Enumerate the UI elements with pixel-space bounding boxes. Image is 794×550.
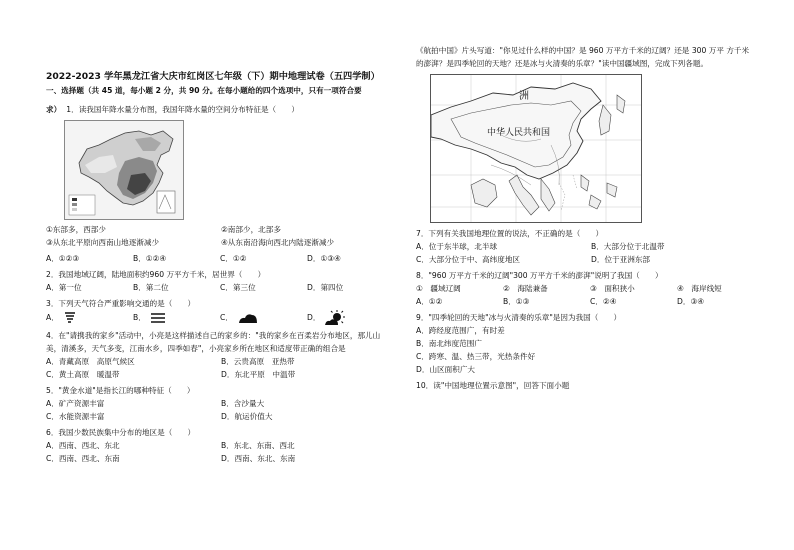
q7-option-c[interactable]: C．大部分位于中、高纬度地区 (416, 255, 521, 264)
q7-stem: 7．下列有关我国地理位置的说法，不正确的是（ ） (416, 229, 604, 238)
q9-option-a[interactable]: A．跨经度范围广，有时差 (416, 326, 505, 335)
q4-stem-line1: 4．在"请携我的家乡"活动中，小亮是这样描述自己的家乡的："我的家乡在百柔岩分布地区，那儿山 (46, 331, 381, 340)
china-territory-map (430, 74, 642, 223)
overcast-icon (237, 312, 259, 324)
q8-option-c[interactable]: C．②④ (590, 297, 617, 306)
q8-statements (416, 282, 766, 295)
q8-statement: ② 海陆兼备 (503, 284, 548, 293)
q1-option-c[interactable]: C．①② (220, 254, 247, 263)
q1-statement: ③从东北平原向西南山地逐渐减少 (46, 238, 160, 247)
china-territory-map-graphic (431, 75, 641, 222)
q2-option-a[interactable]: A．第一位 (46, 283, 82, 292)
q6-option-d[interactable]: D．西南、东北、东南 (221, 454, 296, 463)
q5-options-row1 (46, 397, 396, 410)
q3-option-b-label: B． (133, 313, 146, 322)
q4-option-b[interactable]: B．云贵高原 亚热带 (221, 357, 295, 366)
q8-statement: ③ 面积狭小 (590, 284, 635, 293)
q1-statement: ④从东南沿海向西北内陆逐渐减少 (221, 238, 335, 247)
q3-option-a[interactable] (46, 310, 133, 326)
q5-option-c[interactable]: C．水能资源丰富 (46, 412, 105, 421)
q1-statement: ②南部少，北部多 (221, 225, 281, 234)
precipitation-map-graphic (65, 121, 183, 219)
q1-option-d[interactable]: D．①③④ (307, 254, 341, 263)
q6-option-c[interactable]: C．西南、西北、东南 (46, 454, 120, 463)
q5-option-d[interactable]: D．航运价值大 (221, 412, 273, 421)
q8-stem: 8．"960 万平方千米的辽阔"300 万平方千米的澎湃"说明了我国（ ） (416, 271, 663, 280)
q3-option-a-label: A． (46, 313, 59, 322)
right-column (416, 44, 766, 392)
sun-cloud-icon (324, 310, 346, 326)
q1-statements-row1 (46, 223, 396, 236)
exam-title: 2022-2023 学年黑龙江省大庆市红岗区七年级（下）期中地理试卷（五四学制） (46, 71, 380, 82)
q4-option-c[interactable]: C．黄土高原 暖温带 (46, 370, 120, 379)
q2-options (46, 281, 396, 294)
q3-option-c-label: C． (220, 313, 233, 322)
q8-statement: ① 疆域辽阔 (416, 284, 461, 293)
q8-option-d[interactable]: D．③④ (677, 297, 705, 306)
q3-option-d-label: D． (307, 313, 321, 322)
section-heading: 一、选择题（共 45 道，每小题 2 分，共 90 分。在每小题给的四个选项中，只有一项符合要 (46, 86, 362, 95)
q3-stem: 3．下列天气符合严重影响交通的是（ ） (46, 299, 196, 308)
q4-options-row2 (46, 368, 396, 381)
q7-option-d[interactable]: D．位于亚洲东部 (591, 255, 651, 264)
q6-option-b[interactable]: B．东北、东南、西北 (221, 441, 295, 450)
intro-line2: 的澎湃？是四季轮回的天地？还是冰与火清奏的乐章？"读中国疆域图，完成下列各题。 (416, 59, 709, 68)
q1-option-b[interactable]: B．①②④ (133, 254, 167, 263)
map-label-continent: 洲 (519, 91, 529, 102)
q3-option-c[interactable] (220, 310, 307, 326)
q5-option-a[interactable]: A．矿产资源丰富 (46, 399, 105, 408)
fog-icon (150, 311, 166, 325)
precipitation-map (64, 120, 184, 220)
map-label-country: 中华人民共和国 (487, 128, 551, 138)
intro-line1: 《航拍中国》片头写道："你见过什么样的中国？是 960 万平方千米的辽阔？还是 300 万平 方千米 (416, 46, 750, 55)
q7-options-row2 (416, 253, 766, 266)
q4-option-d[interactable]: D．东北平原 中温带 (221, 370, 296, 379)
q7-option-b[interactable]: B．大部分位于北温带 (591, 242, 665, 251)
section-heading-cont: 求） (46, 105, 62, 114)
q3-option-b[interactable] (133, 310, 220, 326)
q4-options-row1 (46, 355, 396, 368)
q3-options (46, 310, 396, 326)
q6-options-row1 (46, 439, 396, 452)
q5-option-b[interactable]: B．含沙量大 (221, 399, 265, 408)
q7-options-row1 (416, 240, 766, 253)
q8-option-b[interactable]: B．①③ (503, 297, 530, 306)
q3-option-d[interactable] (307, 310, 394, 326)
q1-option-a[interactable]: A．①②③ (46, 254, 80, 263)
q4-stem-line2: 美，清溪多，天气多变，江南水乡，四季如春"，小亮家乡所在地区和适度带正确的组合是 (46, 344, 346, 353)
q9-option-d[interactable]: D．山区面积广大 (416, 365, 476, 374)
q1-stem: 1．读我国年降水量分布图，我国年降水量的空间分布特征是（ ） (66, 105, 299, 114)
q9-option-b[interactable]: B．南北纬度范围广 (416, 339, 482, 348)
tornado-icon (63, 311, 77, 325)
left-column (46, 70, 396, 465)
q6-stem: 6．我国少数民族集中分布的地区是（ ） (46, 428, 196, 437)
q1-statement: ①东部多，西部少 (46, 225, 106, 234)
q2-option-d[interactable]: D．第四位 (307, 283, 344, 292)
q9-option-c[interactable]: C．跨寒、温、热三带，光热条件好 (416, 352, 536, 361)
q8-statement: ④ 海岸线短 (677, 284, 722, 293)
q6-options-row2 (46, 452, 396, 465)
q1-statements-row2 (46, 236, 396, 249)
q4-option-a[interactable]: A．青藏高原 高原气候区 (46, 357, 135, 366)
q5-options-row2 (46, 410, 396, 423)
q8-option-a[interactable]: A．①② (416, 297, 443, 306)
q1-options (46, 252, 396, 265)
q8-options (416, 295, 766, 308)
q9-stem: 9．"四季轮回的天地"冰与火清奏的乐章"是因为我国（ ） (416, 313, 622, 322)
q10-stem: 10．读"中国地理位置示意图"，回答下面小题 (416, 381, 570, 390)
q5-stem: 5．"黄金水道"是指长江的哪种特征（ ） (46, 386, 195, 395)
q2-option-c[interactable]: C．第三位 (220, 283, 256, 292)
q2-option-b[interactable]: B．第二位 (133, 283, 169, 292)
q7-option-a[interactable]: A．位于东半球，北半球 (416, 242, 498, 251)
q2-stem: 2．我国地域辽阔，陆地面积约960 万平方千米，居世界（ ） (46, 270, 266, 279)
q6-option-a[interactable]: A．西南、西北、东北 (46, 441, 120, 450)
